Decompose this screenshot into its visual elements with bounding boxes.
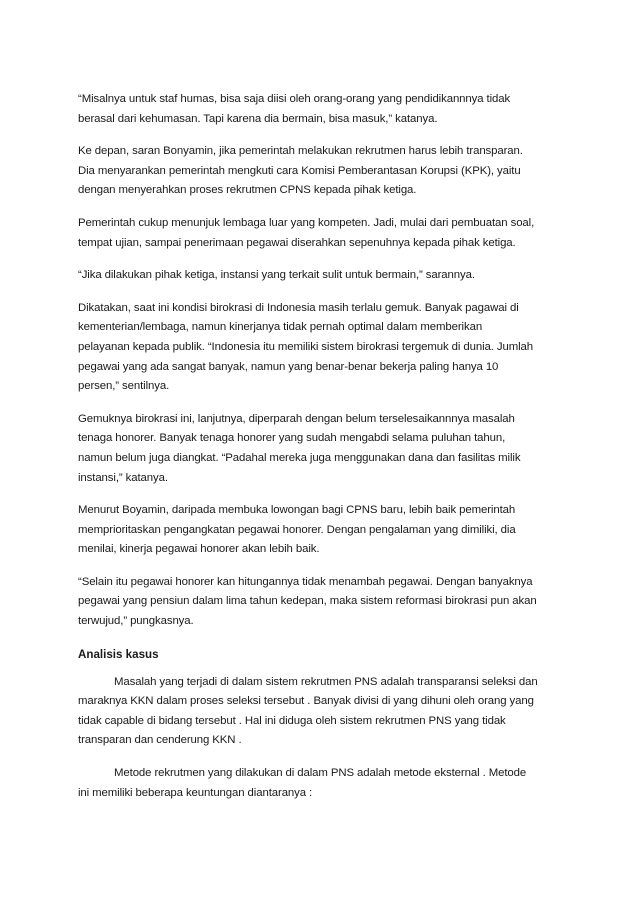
text-line: instansi,” katanya. bbox=[78, 471, 168, 484]
text-line: terwujud,” pungkasnya. bbox=[78, 615, 194, 628]
text-line: berasal dari kehumasan. Tapi karena dia bermain, bisa masuk,” katanya. bbox=[78, 112, 438, 125]
text-line: kementerian/lembaga, namun kinerjanya tidak pernah optimal dalam memberikan bbox=[78, 321, 483, 334]
text-line: Menurut Boyamin, daripada membuka lowongan bagi CPNS baru, lebih baik pemerintah bbox=[78, 504, 516, 517]
text-line: Dikatakan, saat ini kondisi birokrasi di Indonesia masih terlalu gemuk. Banyak pagawai di bbox=[78, 301, 519, 314]
paragraph-tenaga-honorer bbox=[78, 410, 570, 488]
paragraph-birokrasi-gemuk bbox=[78, 299, 570, 397]
text-line: pegawai yang ada sangat banyak, namun yang benar-benar bekerja paling hanya 10 bbox=[78, 360, 499, 373]
document-body bbox=[78, 90, 570, 816]
text-line: Pemerintah cukup menunjuk lembaga luar yang kompeten. Jadi, mulai dari pembuatan soal, bbox=[78, 216, 535, 229]
text-line: Masalah yang terjadi di dalam sistem rekrutmen PNS adalah transparansi seleksi dan bbox=[114, 675, 538, 688]
text-line: namun belum juga diangkat. “Padahal mereka juga menggunakan dana dan fasilitas milik bbox=[78, 451, 521, 464]
text-line: Ke depan, saran Bonyamin, jika pemerintah melakukan rekrutmen harus lebih transparan. bbox=[78, 145, 523, 158]
section-heading-analisis: Analisis kasus bbox=[78, 647, 159, 661]
paragraph-menurut-boyamin bbox=[78, 501, 570, 560]
paragraph-quote-pihak-ketiga bbox=[78, 266, 570, 286]
text-line: maraknya KKN dalam proses seleksi tersebut . Banyak divisi di yang dihuni oleh orang yang bbox=[78, 695, 534, 708]
text-line: memprioritaskan pengangkatan pegawai honorer. Dengan pengalaman yang dimiliki, dia bbox=[78, 523, 516, 536]
text-line: dengan menyerahkan proses rekrutmen CPNS kepada pihak ketiga. bbox=[78, 184, 417, 197]
text-line: persen,” sentilnya. bbox=[78, 380, 170, 393]
paragraph-masalah bbox=[78, 673, 570, 751]
paragraph-quote-humas bbox=[78, 90, 570, 129]
text-line: “Misalnya untuk staf humas, bisa saja diisi oleh orang-orang yang pendidikannnya tidak bbox=[78, 93, 511, 105]
paragraph-quote-pensiun bbox=[78, 573, 570, 632]
text-line: “Selain itu pegawai honorer kan hitungannya tidak menambah pegawai. Dengan banyaknya bbox=[78, 575, 533, 588]
text-line: transparan dan cenderung KKN . bbox=[78, 734, 242, 747]
text-line: “Jika dilakukan pihak ketiga, instansi yang terkait sulit untuk bermain,” sarannya. bbox=[78, 269, 475, 282]
text-line: menilai, kinerja pegawai honorer akan lebih baik. bbox=[78, 543, 320, 556]
paragraph-saran-bonyamin bbox=[78, 142, 570, 201]
text-line: ini memiliki beberapa keuntungan diantaranya : bbox=[78, 786, 313, 799]
text-line: tempat ujian, sampai penerimaan pegawai diserahkan sepenuhnya kepada pihak ketiga. bbox=[78, 236, 516, 249]
text-line: Metode rekrutmen yang dilakukan di dalam PNS adalah metode eksternal . Metode bbox=[114, 767, 527, 780]
text-line: pegawai yang pensiun dalam lima tahun kedepan, maka sistem reformasi birokrasi pun akan bbox=[78, 595, 537, 608]
text-line: Dia menyarankan pemerintah mengkuti cara Komisi Pemberantasan Korupsi (KPK), yaitu bbox=[78, 164, 521, 177]
text-line: Gemuknya birokrasi ini, lanjutnya, diperparah dengan belum terselesaikannnya masalah bbox=[78, 412, 515, 425]
text-line: pelayanan kepada publik. “Indonesia itu memiliki sistem birokrasi tergemuk di dunia. Jumlah bbox=[78, 340, 533, 353]
text-line: tidak capable di bidang tersebut . Hal ini diduga oleh sistem rekrutmen PNS yang tidak bbox=[78, 714, 506, 727]
paragraph-metode bbox=[78, 764, 570, 803]
text-line: tenaga honorer. Banyak tenaga honorer yang sudah mengabdi selama puluhan tahun, bbox=[78, 432, 506, 445]
paragraph-lembaga-luar bbox=[78, 214, 570, 253]
